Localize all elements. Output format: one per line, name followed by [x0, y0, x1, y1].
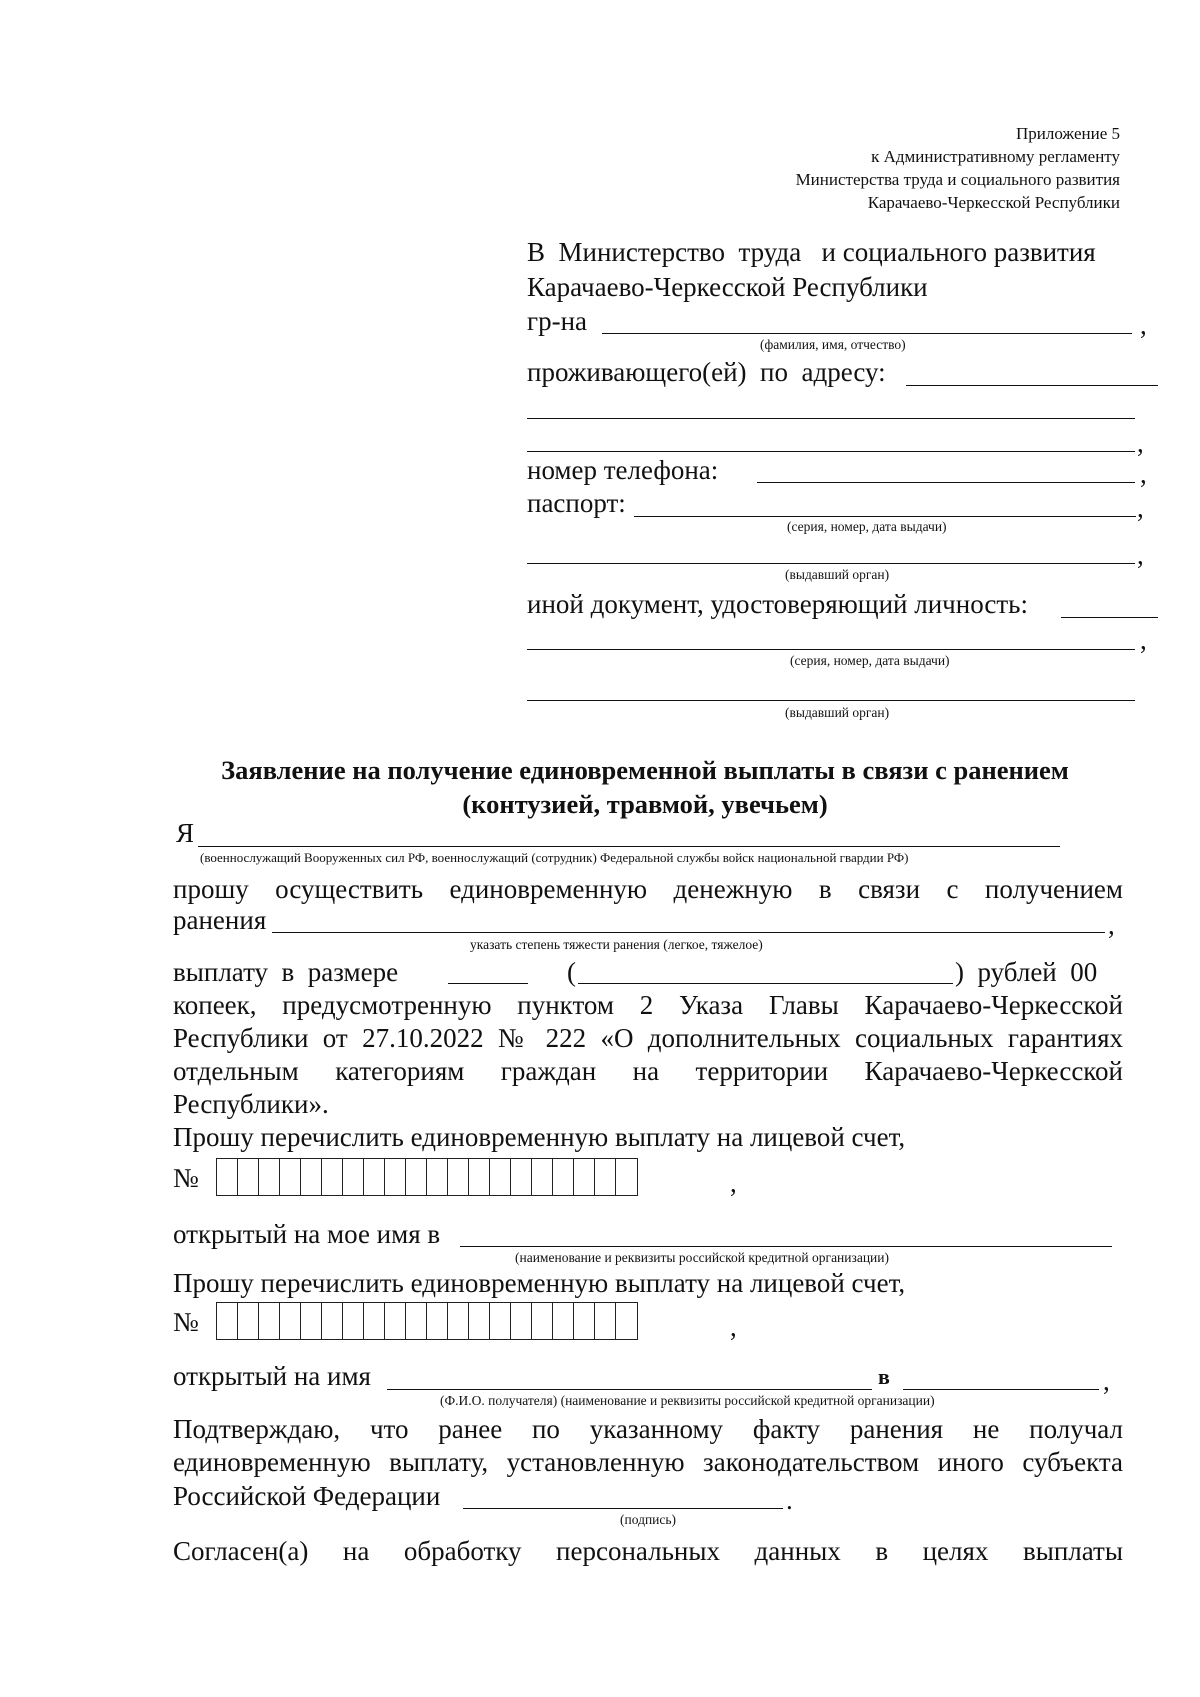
- passport-issuer-field[interactable]: [527, 563, 1135, 564]
- other-account-boxes[interactable]: [216, 1302, 638, 1340]
- opened-other-label: открытый на имя: [173, 1361, 371, 1391]
- own-account-comma: ,: [730, 1168, 737, 1198]
- fio-comma: ,: [1140, 310, 1147, 340]
- recipient-name-field[interactable]: [387, 1389, 872, 1390]
- injury-severity-field[interactable]: [272, 932, 1105, 933]
- request-line1: прошу осуществить единовременную денежную в связи с получением: [173, 874, 1123, 904]
- amount-words-field[interactable]: [578, 983, 953, 984]
- addressee-republic: Карачаево-Черкесской Республики: [527, 272, 928, 302]
- amount-open-paren: (: [567, 957, 576, 987]
- injury-comma: ,: [1108, 910, 1115, 940]
- own-bank-caption: (наименование и реквизиты российской кредитной организации): [515, 1250, 889, 1265]
- other-doc-comma: ,: [1140, 625, 1147, 655]
- injury-caption: указать степень тяжести ранения (легкое, тяжелое): [470, 937, 763, 952]
- signature-caption: (подпись): [620, 1512, 677, 1527]
- addressee-ministry: В Министерство труда и социального развития: [527, 237, 1096, 267]
- other-doc-label: иной документ, удостоверяющий личность:: [527, 589, 1028, 619]
- phone-comma: ,: [1140, 459, 1147, 489]
- transfer-other-text: Прошу перечислить единовременную выплату на лицевой счет,: [173, 1268, 906, 1298]
- document-title: Заявление на получение единовременной выплаты в связи с ранением: [221, 755, 1069, 785]
- injury-label: ранения: [173, 905, 267, 935]
- decree-line2: Республики от 27.10.2022 № 222 «О дополнительных социальных гарантиях: [173, 1023, 1123, 1053]
- passport-issuer-comma: ,: [1137, 540, 1144, 570]
- passport-label: паспорт:: [527, 488, 626, 518]
- fio-caption: (фамилия, имя, отчество): [760, 337, 906, 352]
- phone-label: номер телефона:: [527, 455, 719, 485]
- amount-digits-field[interactable]: [448, 983, 528, 984]
- appendix-number: Приложение 5: [1016, 124, 1120, 143]
- decree-line4: Республики».: [173, 1089, 329, 1119]
- address-field-line3[interactable]: [527, 451, 1135, 452]
- address-label: проживающего(ей) по адресу:: [527, 357, 886, 387]
- appendix-reference: к Административному регламенту: [871, 147, 1120, 166]
- signature-dot: .: [786, 1485, 793, 1515]
- address-field-line2[interactable]: [527, 418, 1135, 419]
- consent-line1: Согласен(а) на обработку персональных данных в целях выплаты: [173, 1536, 1123, 1566]
- appendix-ministry: Министерства труда и социального развития: [795, 170, 1120, 189]
- fio-field[interactable]: [602, 333, 1132, 334]
- decree-line1: копеек, предусмотренную пунктом 2 Указа Главы Карачаево-Черкесской: [173, 990, 1123, 1020]
- other-doc-issuer-field[interactable]: [527, 700, 1135, 701]
- recipient-comma: ,: [1103, 1366, 1110, 1396]
- signature-field[interactable]: [463, 1508, 783, 1509]
- transfer-own-text: Прошу перечислить единовременную выплату на лицевой счет,: [173, 1122, 906, 1152]
- amount-currency: ) рублей 00: [955, 957, 1098, 987]
- own-bank-field[interactable]: [460, 1246, 1112, 1247]
- confirm-line1: Подтверждаю, что ранее по указанному факту ранения не получал: [173, 1414, 1123, 1444]
- passport-caption: (серия, номер, дата выдачи): [787, 519, 947, 534]
- decree-line3: отдельным категориям граждан на территории Карачаево-Черкесской: [173, 1056, 1123, 1086]
- own-account-boxes[interactable]: [216, 1158, 638, 1196]
- other-account-number-label: №: [173, 1307, 199, 1337]
- address-comma: ,: [1137, 428, 1144, 458]
- in-label: в: [878, 1364, 890, 1389]
- other-doc-field[interactable]: [1061, 617, 1158, 618]
- other-doc-details-field[interactable]: [527, 649, 1135, 650]
- confirm-line2: единовременную выплату, установленную законодательством иного субъекта: [173, 1447, 1123, 1477]
- amount-label: выплату в размере: [173, 957, 399, 987]
- citizen-label: гр-на: [527, 306, 587, 336]
- other-account-comma: ,: [730, 1312, 737, 1342]
- applicant-label: Я: [176, 818, 195, 848]
- passport-field[interactable]: [634, 516, 1136, 517]
- passport-issuer-caption: (выдавший орган): [785, 567, 890, 582]
- appendix-republic: Карачаево-Черкесской Республики: [867, 193, 1120, 212]
- recipient-bank-field[interactable]: [903, 1389, 1099, 1390]
- applicant-field[interactable]: [198, 846, 1060, 847]
- applicant-caption: (военнослужащий Вооруженных сил РФ, военнослужащий (сотрудник) Федеральной службы войск национальной гвардии РФ): [200, 850, 909, 865]
- account-number-label: №: [173, 1163, 199, 1193]
- opened-own-label: открытый на мое имя в: [173, 1219, 441, 1249]
- confirm-line3: Российской Федерации: [173, 1481, 441, 1511]
- recipient-caption: (Ф.И.О. получателя) (наименование и реквизиты российской кредитной организации): [440, 1393, 935, 1408]
- document-title-line2: (контузией, травмой, увечьем): [462, 789, 828, 819]
- passport-comma: ,: [1137, 493, 1144, 523]
- address-field[interactable]: [906, 385, 1158, 386]
- other-doc-issuer-caption: (выдавший орган): [785, 705, 890, 720]
- phone-field[interactable]: [757, 482, 1135, 483]
- other-doc-caption: (серия, номер, дата выдачи): [790, 653, 950, 668]
